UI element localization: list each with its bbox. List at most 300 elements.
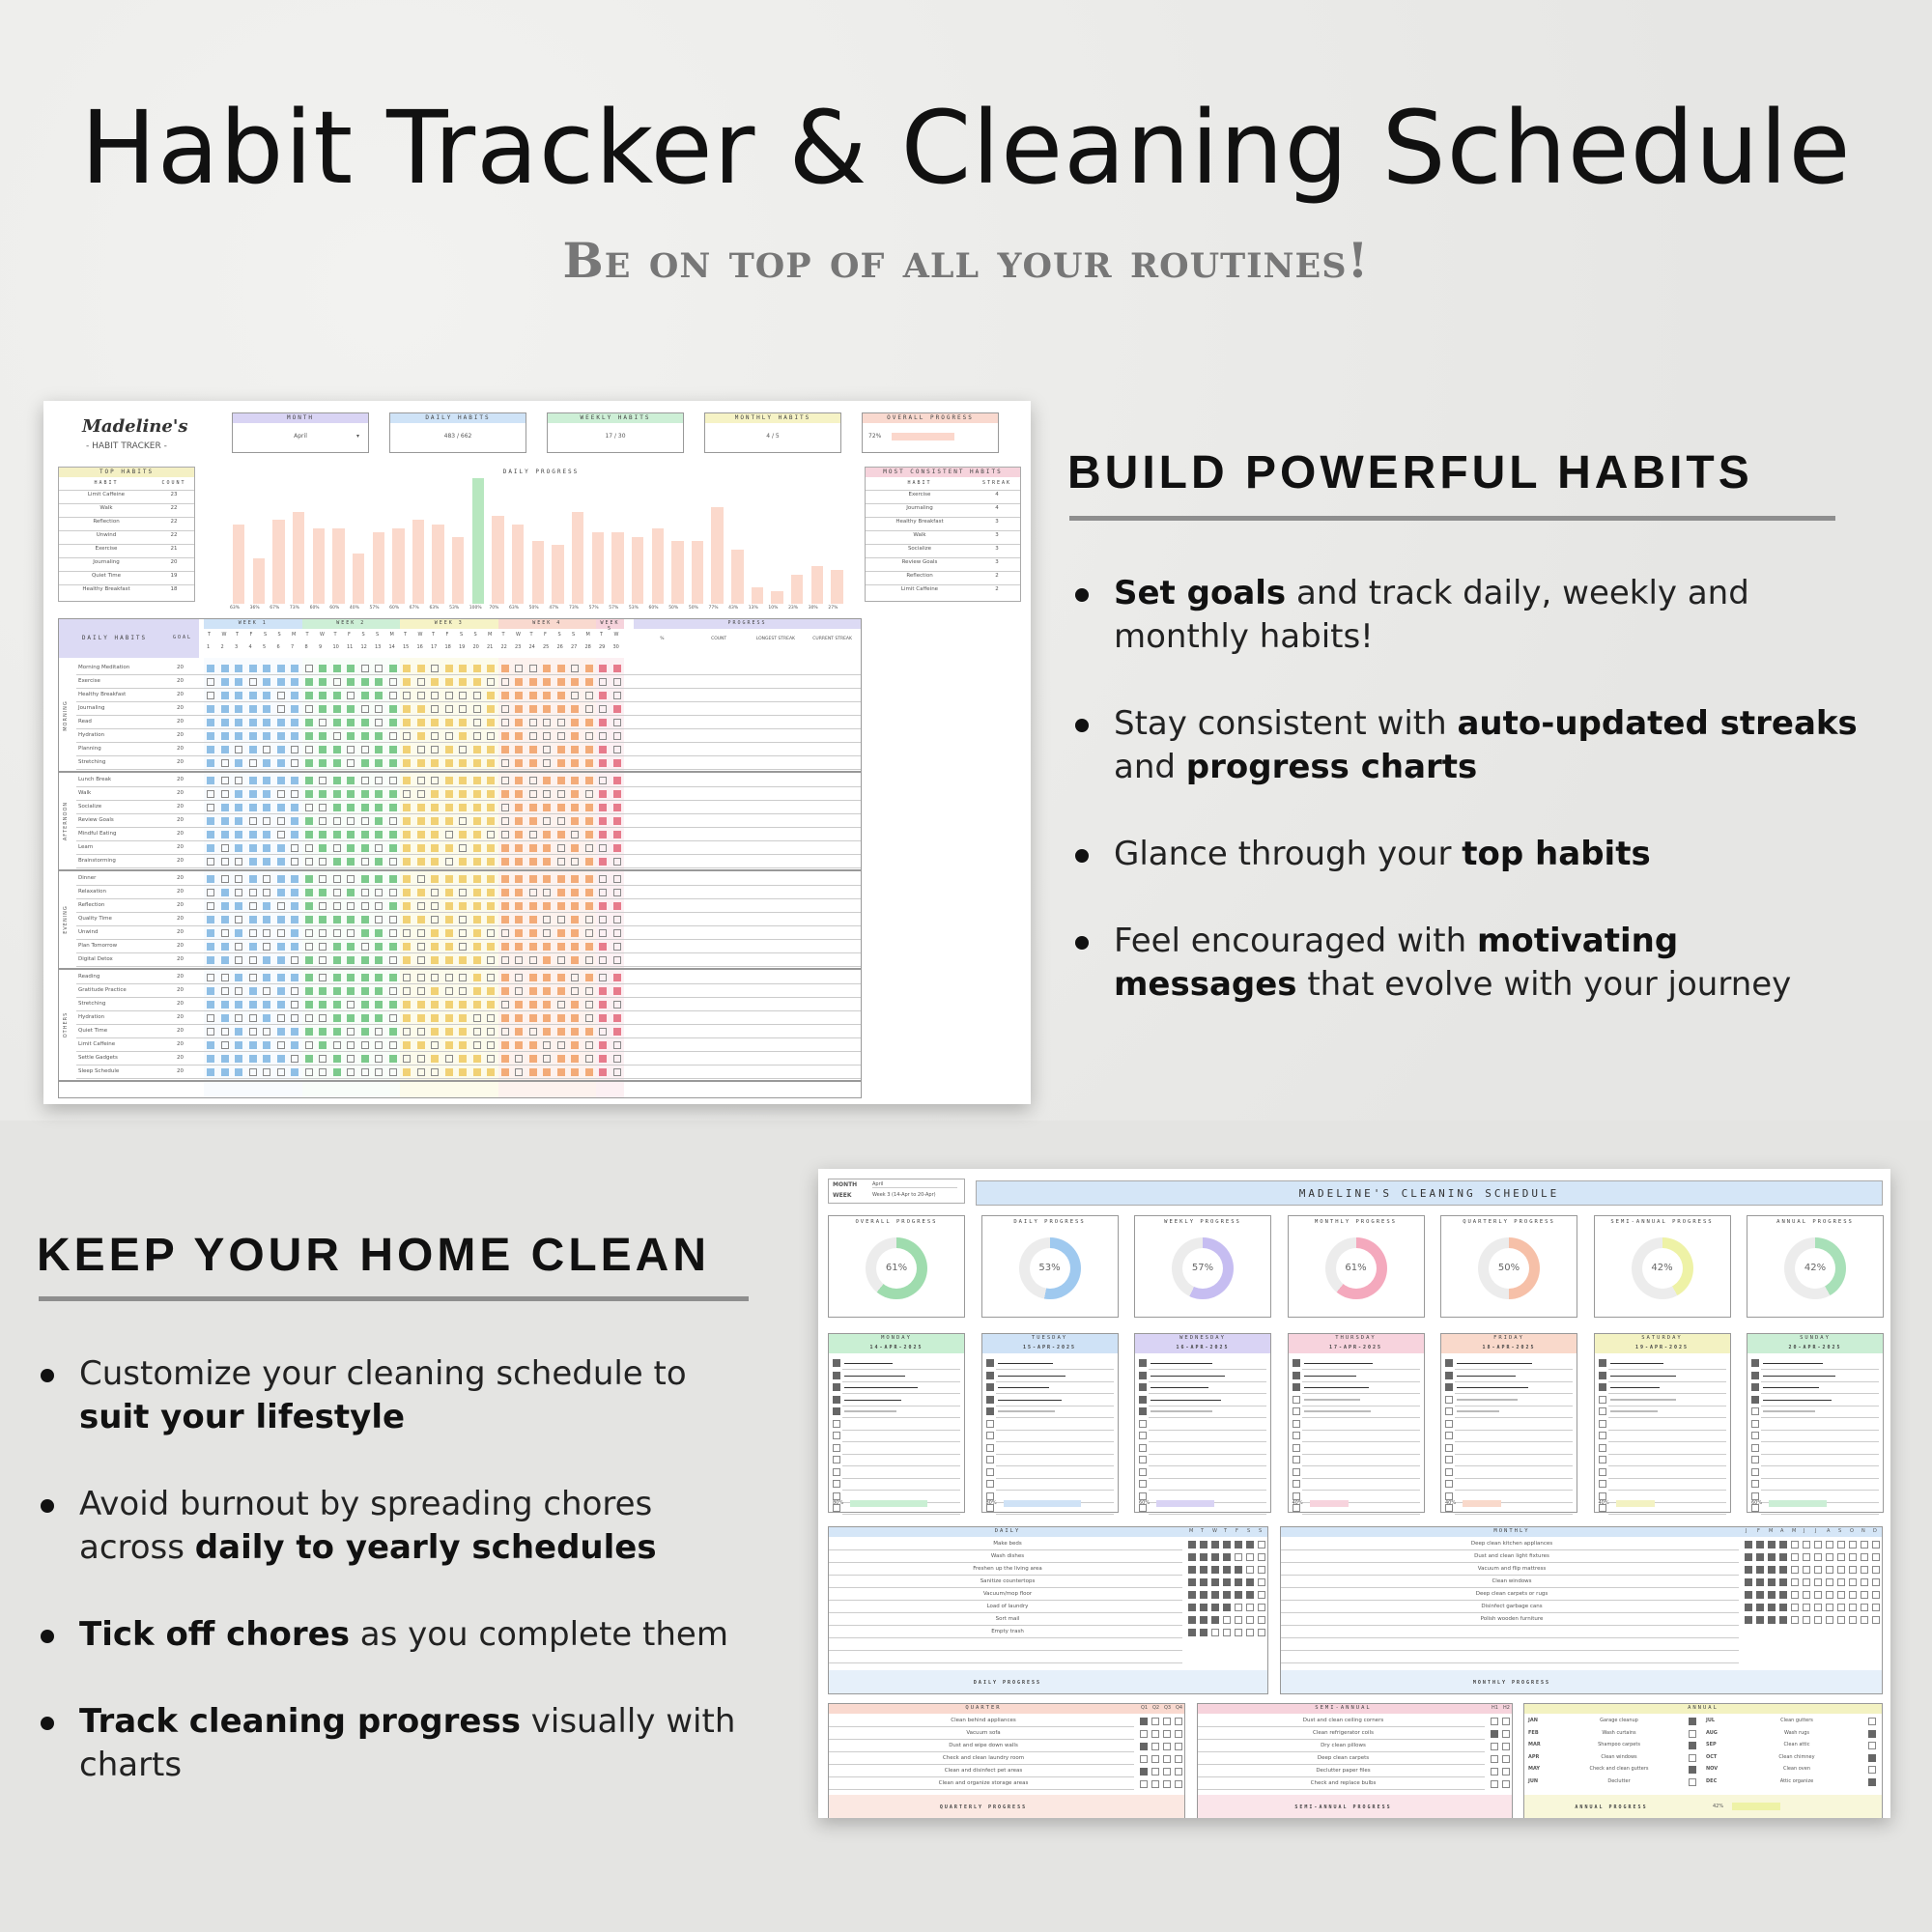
habit-day-checkbox[interactable]: [305, 1014, 313, 1022]
habit-day-checkbox[interactable]: [487, 929, 495, 937]
habit-day-checkbox[interactable]: [333, 817, 341, 825]
habit-day-checkbox[interactable]: [445, 916, 453, 923]
habit-day-checkbox[interactable]: [585, 943, 593, 951]
annual-checkbox[interactable]: [1689, 1754, 1696, 1762]
chore-checkbox[interactable]: [833, 1420, 840, 1428]
habit-day-checkbox[interactable]: [417, 746, 425, 753]
panel-checkbox[interactable]: [1779, 1604, 1787, 1611]
habit-day-checkbox[interactable]: [361, 916, 369, 923]
habit-day-checkbox[interactable]: [529, 844, 537, 852]
habit-day-checkbox[interactable]: [473, 929, 481, 937]
panel-checkbox[interactable]: [1768, 1616, 1776, 1624]
panel-checkbox[interactable]: [1211, 1578, 1219, 1586]
habit-day-checkbox[interactable]: [291, 732, 298, 740]
habit-day-checkbox[interactable]: [445, 1068, 453, 1076]
habit-day-checkbox[interactable]: [305, 844, 313, 852]
habit-day-checkbox[interactable]: [249, 719, 257, 726]
habit-day-checkbox[interactable]: [291, 692, 298, 699]
habit-day-checkbox[interactable]: [375, 1055, 383, 1063]
habit-day-checkbox[interactable]: [417, 759, 425, 767]
chore-checkbox[interactable]: [833, 1407, 840, 1415]
habit-day-checkbox[interactable]: [501, 929, 509, 937]
habit-day-checkbox[interactable]: [361, 790, 369, 798]
habit-day-checkbox[interactable]: [375, 987, 383, 995]
habit-day-checkbox[interactable]: [361, 719, 369, 726]
habit-day-checkbox[interactable]: [431, 705, 439, 713]
habit-day-checkbox[interactable]: [557, 987, 565, 995]
habit-day-checkbox[interactable]: [445, 692, 453, 699]
habit-day-checkbox[interactable]: [557, 817, 565, 825]
habit-day-checkbox[interactable]: [403, 844, 411, 852]
panel-checkbox[interactable]: [1163, 1743, 1171, 1750]
habit-day-checkbox[interactable]: [319, 844, 327, 852]
habit-day-checkbox[interactable]: [291, 817, 298, 825]
annual-checkbox[interactable]: [1868, 1754, 1876, 1762]
chore-checkbox[interactable]: [1751, 1383, 1759, 1391]
habit-day-checkbox[interactable]: [291, 1014, 298, 1022]
habit-day-checkbox[interactable]: [431, 1041, 439, 1049]
habit-day-checkbox[interactable]: [487, 987, 495, 995]
habit-day-checkbox[interactable]: [221, 943, 229, 951]
habit-day-checkbox[interactable]: [501, 1028, 509, 1036]
habit-day-checkbox[interactable]: [599, 987, 607, 995]
habit-day-checkbox[interactable]: [319, 831, 327, 838]
habit-day-checkbox[interactable]: [571, 777, 579, 784]
panel-checkbox[interactable]: [1814, 1566, 1822, 1574]
habit-day-checkbox[interactable]: [389, 759, 397, 767]
habit-day-checkbox[interactable]: [263, 1055, 270, 1063]
habit-day-checkbox[interactable]: [263, 974, 270, 981]
panel-checkbox[interactable]: [1756, 1541, 1764, 1548]
habit-day-checkbox[interactable]: [361, 705, 369, 713]
habit-day-checkbox[interactable]: [389, 804, 397, 811]
panel-checkbox[interactable]: [1140, 1730, 1148, 1738]
habit-day-checkbox[interactable]: [599, 1068, 607, 1076]
habit-day-checkbox[interactable]: [417, 665, 425, 672]
habit-day-checkbox[interactable]: [207, 956, 214, 964]
habit-day-checkbox[interactable]: [599, 777, 607, 784]
panel-checkbox[interactable]: [1246, 1591, 1254, 1599]
habit-day-checkbox[interactable]: [431, 858, 439, 866]
habit-day-checkbox[interactable]: [431, 804, 439, 811]
habit-day-checkbox[interactable]: [235, 831, 242, 838]
habit-day-checkbox[interactable]: [249, 1041, 257, 1049]
habit-day-checkbox[interactable]: [361, 929, 369, 937]
habit-day-checkbox[interactable]: [417, 732, 425, 740]
habit-day-checkbox[interactable]: [515, 889, 523, 896]
habit-day-checkbox[interactable]: [613, 987, 621, 995]
habit-day-checkbox[interactable]: [403, 858, 411, 866]
habit-day-checkbox[interactable]: [375, 916, 383, 923]
habit-day-checkbox[interactable]: [375, 804, 383, 811]
habit-day-checkbox[interactable]: [277, 858, 285, 866]
habit-day-checkbox[interactable]: [277, 777, 285, 784]
panel-checkbox[interactable]: [1826, 1566, 1833, 1574]
habit-day-checkbox[interactable]: [361, 1055, 369, 1063]
habit-day-checkbox[interactable]: [207, 844, 214, 852]
habit-day-checkbox[interactable]: [375, 746, 383, 753]
habit-day-checkbox[interactable]: [263, 817, 270, 825]
habit-day-checkbox[interactable]: [375, 1028, 383, 1036]
habit-day-checkbox[interactable]: [305, 902, 313, 910]
habit-day-checkbox[interactable]: [459, 759, 467, 767]
panel-checkbox[interactable]: [1779, 1578, 1787, 1586]
habit-day-checkbox[interactable]: [333, 974, 341, 981]
habit-day-checkbox[interactable]: [221, 1068, 229, 1076]
habit-day-checkbox[interactable]: [487, 777, 495, 784]
habit-day-checkbox[interactable]: [501, 831, 509, 838]
habit-day-checkbox[interactable]: [599, 1041, 607, 1049]
habit-day-checkbox[interactable]: [473, 1041, 481, 1049]
habit-day-checkbox[interactable]: [529, 929, 537, 937]
habit-day-checkbox[interactable]: [585, 902, 593, 910]
habit-day-checkbox[interactable]: [473, 746, 481, 753]
habit-day-checkbox[interactable]: [389, 732, 397, 740]
chore-checkbox[interactable]: [1445, 1444, 1453, 1452]
habit-day-checkbox[interactable]: [445, 974, 453, 981]
habit-day-checkbox[interactable]: [207, 875, 214, 883]
habit-day-checkbox[interactable]: [291, 705, 298, 713]
habit-day-checkbox[interactable]: [221, 902, 229, 910]
chore-checkbox[interactable]: [1445, 1468, 1453, 1476]
chore-checkbox[interactable]: [1599, 1480, 1606, 1488]
habit-day-checkbox[interactable]: [221, 987, 229, 995]
habit-day-checkbox[interactable]: [389, 889, 397, 896]
chore-checkbox[interactable]: [1139, 1372, 1147, 1379]
panel-checkbox[interactable]: [1849, 1566, 1857, 1574]
habit-day-checkbox[interactable]: [487, 692, 495, 699]
panel-checkbox[interactable]: [1246, 1578, 1254, 1586]
habit-day-checkbox[interactable]: [543, 987, 551, 995]
habit-day-checkbox[interactable]: [389, 858, 397, 866]
habit-day-checkbox[interactable]: [305, 1028, 313, 1036]
habit-day-checkbox[interactable]: [557, 678, 565, 686]
chore-checkbox[interactable]: [986, 1444, 994, 1452]
habit-day-checkbox[interactable]: [235, 902, 242, 910]
panel-checkbox[interactable]: [1861, 1566, 1868, 1574]
habit-day-checkbox[interactable]: [543, 705, 551, 713]
habit-day-checkbox[interactable]: [529, 902, 537, 910]
habit-day-checkbox[interactable]: [473, 1055, 481, 1063]
habit-day-checkbox[interactable]: [417, 1028, 425, 1036]
habit-day-checkbox[interactable]: [221, 678, 229, 686]
habit-day-checkbox[interactable]: [529, 987, 537, 995]
habit-day-checkbox[interactable]: [333, 956, 341, 964]
habit-day-checkbox[interactable]: [347, 902, 355, 910]
habit-day-checkbox[interactable]: [501, 705, 509, 713]
habit-day-checkbox[interactable]: [557, 858, 565, 866]
habit-day-checkbox[interactable]: [417, 875, 425, 883]
habit-day-checkbox[interactable]: [347, 1041, 355, 1049]
habit-day-checkbox[interactable]: [291, 1001, 298, 1009]
habit-day-checkbox[interactable]: [501, 1068, 509, 1076]
habit-day-checkbox[interactable]: [375, 902, 383, 910]
habit-day-checkbox[interactable]: [487, 956, 495, 964]
habit-day-checkbox[interactable]: [403, 692, 411, 699]
habit-day-checkbox[interactable]: [529, 705, 537, 713]
habit-day-checkbox[interactable]: [599, 916, 607, 923]
habit-day-checkbox[interactable]: [361, 746, 369, 753]
panel-checkbox[interactable]: [1745, 1604, 1752, 1611]
panel-checkbox[interactable]: [1768, 1591, 1776, 1599]
habit-day-checkbox[interactable]: [431, 1068, 439, 1076]
habit-day-checkbox[interactable]: [599, 1055, 607, 1063]
habit-day-checkbox[interactable]: [333, 916, 341, 923]
habit-day-checkbox[interactable]: [529, 719, 537, 726]
panel-checkbox[interactable]: [1175, 1718, 1182, 1725]
habit-day-checkbox[interactable]: [515, 916, 523, 923]
habit-day-checkbox[interactable]: [235, 817, 242, 825]
chore-checkbox[interactable]: [1139, 1407, 1147, 1415]
habit-day-checkbox[interactable]: [487, 831, 495, 838]
panel-checkbox[interactable]: [1837, 1604, 1845, 1611]
panel-checkbox[interactable]: [1223, 1553, 1231, 1561]
habit-day-checkbox[interactable]: [501, 1001, 509, 1009]
annual-checkbox[interactable]: [1868, 1742, 1876, 1749]
habit-day-checkbox[interactable]: [599, 804, 607, 811]
habit-day-checkbox[interactable]: [571, 844, 579, 852]
panel-checkbox[interactable]: [1779, 1553, 1787, 1561]
month-select[interactable]: April: [872, 1181, 957, 1188]
habit-day-checkbox[interactable]: [599, 692, 607, 699]
habit-day-checkbox[interactable]: [305, 1001, 313, 1009]
habit-day-checkbox[interactable]: [277, 929, 285, 937]
habit-day-checkbox[interactable]: [445, 943, 453, 951]
chore-checkbox[interactable]: [986, 1492, 994, 1500]
habit-day-checkbox[interactable]: [599, 1014, 607, 1022]
habit-day-checkbox[interactable]: [445, 804, 453, 811]
habit-day-checkbox[interactable]: [487, 705, 495, 713]
chore-checkbox[interactable]: [1751, 1468, 1759, 1476]
panel-checkbox[interactable]: [1235, 1616, 1242, 1624]
habit-day-checkbox[interactable]: [277, 1001, 285, 1009]
panel-checkbox[interactable]: [1814, 1553, 1822, 1561]
habit-day-checkbox[interactable]: [585, 831, 593, 838]
habit-day-checkbox[interactable]: [221, 665, 229, 672]
chore-checkbox[interactable]: [986, 1456, 994, 1463]
habit-day-checkbox[interactable]: [389, 1028, 397, 1036]
chore-checkbox[interactable]: [1599, 1372, 1606, 1379]
habit-day-checkbox[interactable]: [207, 858, 214, 866]
habit-day-checkbox[interactable]: [347, 746, 355, 753]
habit-day-checkbox[interactable]: [487, 875, 495, 883]
habit-day-checkbox[interactable]: [487, 817, 495, 825]
habit-day-checkbox[interactable]: [585, 719, 593, 726]
habit-day-checkbox[interactable]: [557, 759, 565, 767]
habit-day-checkbox[interactable]: [473, 902, 481, 910]
habit-day-checkbox[interactable]: [333, 719, 341, 726]
habit-day-checkbox[interactable]: [263, 790, 270, 798]
panel-checkbox[interactable]: [1779, 1591, 1787, 1599]
habit-day-checkbox[interactable]: [305, 1055, 313, 1063]
habit-day-checkbox[interactable]: [403, 889, 411, 896]
panel-checkbox[interactable]: [1200, 1553, 1208, 1561]
habit-day-checkbox[interactable]: [543, 719, 551, 726]
habit-day-checkbox[interactable]: [347, 777, 355, 784]
habit-day-checkbox[interactable]: [445, 1001, 453, 1009]
chore-checkbox[interactable]: [1445, 1407, 1453, 1415]
habit-day-checkbox[interactable]: [235, 1014, 242, 1022]
habit-day-checkbox[interactable]: [333, 705, 341, 713]
annual-checkbox[interactable]: [1689, 1742, 1696, 1749]
panel-checkbox[interactable]: [1768, 1541, 1776, 1548]
habit-day-checkbox[interactable]: [431, 1028, 439, 1036]
habit-day-checkbox[interactable]: [305, 790, 313, 798]
panel-checkbox[interactable]: [1791, 1566, 1799, 1574]
habit-day-checkbox[interactable]: [417, 889, 425, 896]
habit-day-checkbox[interactable]: [543, 831, 551, 838]
habit-day-checkbox[interactable]: [389, 844, 397, 852]
panel-checkbox[interactable]: [1151, 1768, 1159, 1776]
habit-day-checkbox[interactable]: [515, 943, 523, 951]
habit-day-checkbox[interactable]: [585, 858, 593, 866]
habit-day-checkbox[interactable]: [361, 1014, 369, 1022]
habit-day-checkbox[interactable]: [249, 777, 257, 784]
habit-day-checkbox[interactable]: [319, 902, 327, 910]
panel-checkbox[interactable]: [1872, 1578, 1880, 1586]
habit-day-checkbox[interactable]: [417, 1055, 425, 1063]
habit-day-checkbox[interactable]: [263, 759, 270, 767]
habit-day-checkbox[interactable]: [417, 1041, 425, 1049]
habit-day-checkbox[interactable]: [361, 1068, 369, 1076]
habit-day-checkbox[interactable]: [557, 1055, 565, 1063]
habit-day-checkbox[interactable]: [305, 1041, 313, 1049]
habit-day-checkbox[interactable]: [235, 746, 242, 753]
panel-checkbox[interactable]: [1491, 1755, 1498, 1763]
panel-checkbox[interactable]: [1163, 1768, 1171, 1776]
habit-day-checkbox[interactable]: [249, 831, 257, 838]
chore-checkbox[interactable]: [1445, 1372, 1453, 1379]
habit-day-checkbox[interactable]: [305, 746, 313, 753]
habit-day-checkbox[interactable]: [333, 1028, 341, 1036]
habit-day-checkbox[interactable]: [277, 831, 285, 838]
habit-day-checkbox[interactable]: [347, 875, 355, 883]
chore-checkbox[interactable]: [1445, 1456, 1453, 1463]
habit-day-checkbox[interactable]: [291, 804, 298, 811]
habit-day-checkbox[interactable]: [417, 974, 425, 981]
habit-day-checkbox[interactable]: [529, 1068, 537, 1076]
habit-day-checkbox[interactable]: [361, 974, 369, 981]
habit-day-checkbox[interactable]: [235, 987, 242, 995]
habit-day-checkbox[interactable]: [207, 974, 214, 981]
habit-day-checkbox[interactable]: [277, 746, 285, 753]
habit-day-checkbox[interactable]: [473, 1001, 481, 1009]
habit-day-checkbox[interactable]: [263, 1014, 270, 1022]
habit-day-checkbox[interactable]: [403, 1068, 411, 1076]
panel-checkbox[interactable]: [1258, 1578, 1265, 1586]
annual-checkbox[interactable]: [1868, 1778, 1876, 1786]
habit-day-checkbox[interactable]: [501, 1041, 509, 1049]
habit-day-checkbox[interactable]: [333, 692, 341, 699]
panel-checkbox[interactable]: [1211, 1591, 1219, 1599]
habit-day-checkbox[interactable]: [319, 719, 327, 726]
panel-checkbox[interactable]: [1223, 1541, 1231, 1548]
panel-checkbox[interactable]: [1246, 1629, 1254, 1636]
habit-day-checkbox[interactable]: [207, 1041, 214, 1049]
habit-day-checkbox[interactable]: [487, 902, 495, 910]
habit-day-checkbox[interactable]: [305, 665, 313, 672]
habit-day-checkbox[interactable]: [235, 875, 242, 883]
habit-day-checkbox[interactable]: [571, 732, 579, 740]
habit-day-checkbox[interactable]: [613, 1041, 621, 1049]
panel-checkbox[interactable]: [1861, 1553, 1868, 1561]
panel-checkbox[interactable]: [1791, 1541, 1799, 1548]
habit-day-checkbox[interactable]: [277, 889, 285, 896]
habit-day-checkbox[interactable]: [389, 916, 397, 923]
habit-day-checkbox[interactable]: [277, 665, 285, 672]
habit-day-checkbox[interactable]: [291, 929, 298, 937]
habit-day-checkbox[interactable]: [571, 759, 579, 767]
habit-day-checkbox[interactable]: [613, 844, 621, 852]
habit-day-checkbox[interactable]: [585, 777, 593, 784]
panel-checkbox[interactable]: [1235, 1553, 1242, 1561]
habit-day-checkbox[interactable]: [403, 1028, 411, 1036]
habit-day-checkbox[interactable]: [249, 902, 257, 910]
habit-day-checkbox[interactable]: [235, 719, 242, 726]
habit-day-checkbox[interactable]: [263, 956, 270, 964]
habit-day-checkbox[interactable]: [613, 902, 621, 910]
habit-day-checkbox[interactable]: [515, 929, 523, 937]
habit-day-checkbox[interactable]: [417, 719, 425, 726]
habit-day-checkbox[interactable]: [431, 817, 439, 825]
panel-checkbox[interactable]: [1200, 1616, 1208, 1624]
habit-day-checkbox[interactable]: [515, 705, 523, 713]
habit-day-checkbox[interactable]: [277, 1055, 285, 1063]
habit-day-checkbox[interactable]: [277, 1068, 285, 1076]
habit-day-checkbox[interactable]: [529, 974, 537, 981]
habit-day-checkbox[interactable]: [221, 858, 229, 866]
habit-day-checkbox[interactable]: [375, 1041, 383, 1049]
habit-day-checkbox[interactable]: [515, 875, 523, 883]
chore-checkbox[interactable]: [1445, 1383, 1453, 1391]
habit-day-checkbox[interactable]: [487, 1041, 495, 1049]
habit-day-checkbox[interactable]: [207, 790, 214, 798]
habit-day-checkbox[interactable]: [599, 902, 607, 910]
habit-day-checkbox[interactable]: [613, 777, 621, 784]
habit-day-checkbox[interactable]: [403, 916, 411, 923]
habit-day-checkbox[interactable]: [501, 875, 509, 883]
habit-day-checkbox[interactable]: [235, 916, 242, 923]
habit-day-checkbox[interactable]: [305, 831, 313, 838]
habit-day-checkbox[interactable]: [515, 817, 523, 825]
habit-day-checkbox[interactable]: [487, 916, 495, 923]
panel-checkbox[interactable]: [1791, 1578, 1799, 1586]
panel-checkbox[interactable]: [1502, 1780, 1510, 1788]
habit-day-checkbox[interactable]: [263, 844, 270, 852]
habit-day-checkbox[interactable]: [361, 777, 369, 784]
habit-day-checkbox[interactable]: [445, 678, 453, 686]
habit-day-checkbox[interactable]: [375, 719, 383, 726]
chore-checkbox[interactable]: [1445, 1396, 1453, 1404]
habit-day-checkbox[interactable]: [417, 956, 425, 964]
habit-day-checkbox[interactable]: [557, 705, 565, 713]
habit-day-checkbox[interactable]: [221, 1014, 229, 1022]
habit-day-checkbox[interactable]: [445, 889, 453, 896]
habit-day-checkbox[interactable]: [487, 746, 495, 753]
habit-day-checkbox[interactable]: [263, 902, 270, 910]
habit-day-checkbox[interactable]: [235, 804, 242, 811]
panel-checkbox[interactable]: [1200, 1629, 1208, 1636]
habit-day-checkbox[interactable]: [585, 974, 593, 981]
habit-day-checkbox[interactable]: [431, 1001, 439, 1009]
chore-checkbox[interactable]: [1293, 1372, 1300, 1379]
habit-day-checkbox[interactable]: [361, 956, 369, 964]
habit-day-checkbox[interactable]: [473, 777, 481, 784]
panel-checkbox[interactable]: [1803, 1541, 1810, 1548]
habit-day-checkbox[interactable]: [207, 678, 214, 686]
panel-checkbox[interactable]: [1188, 1566, 1196, 1574]
chore-checkbox[interactable]: [1293, 1480, 1300, 1488]
